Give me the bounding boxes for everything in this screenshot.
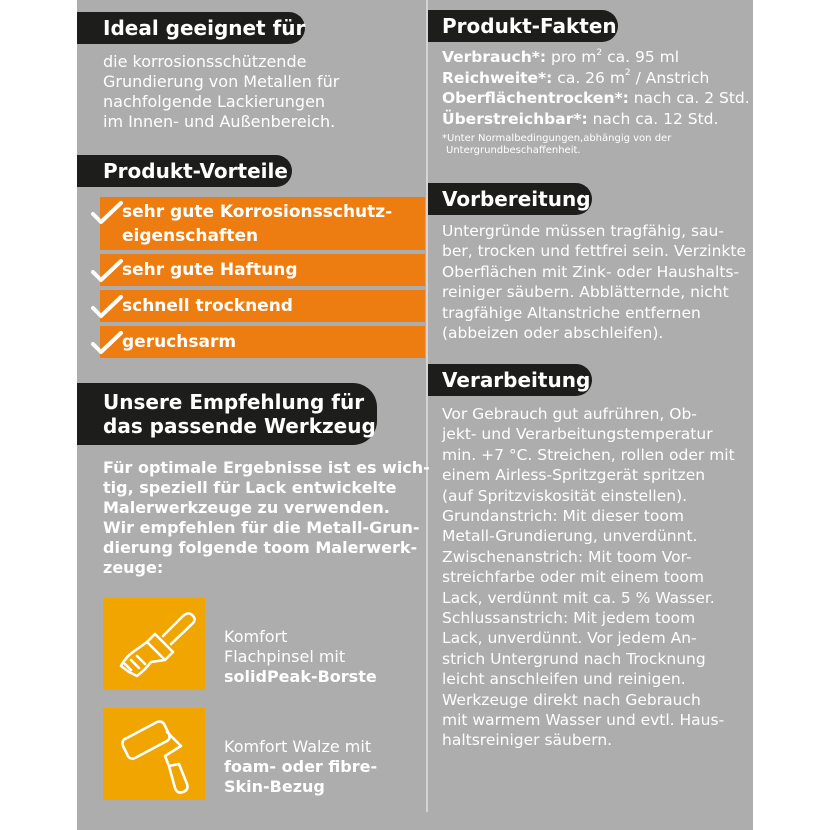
fact-verbrauch	[442, 47, 750, 68]
facts-footnote	[442, 133, 671, 157]
roller-tile	[103, 708, 205, 800]
processing-line: strich Untergrund nach Trocknung	[442, 649, 706, 668]
fact-value: nach ca. 12 Std.	[592, 109, 719, 128]
fact-value: pro m	[551, 48, 597, 66]
fact-reichweite	[442, 68, 750, 89]
preparation-line: ber, trocken und fettfrei sein. Verzinkte	[442, 242, 747, 261]
footnote-line: *Unter Normalbedingungen,abhängig von der	[442, 133, 672, 144]
ideal-line-1: die korrosionsschützende	[103, 52, 307, 71]
fact-value: nach ca. 2 Std.	[633, 89, 750, 107]
preparation-line: (abbeizen oder abschleifen).	[442, 324, 664, 342]
advantage-text: sehr gute Haftung	[122, 260, 298, 280]
roller-text-bold-1	[224, 757, 377, 777]
recommendation-header	[77, 383, 377, 445]
roller-text-bold-2	[224, 777, 325, 797]
check-icon	[90, 330, 124, 358]
paint-roller-icon	[103, 708, 205, 800]
roller-cover-name: foam- oder fibre-	[224, 757, 378, 776]
fact-label: Reichweite*:	[442, 68, 553, 87]
fact-label: Überstreichbar*:	[442, 109, 588, 128]
recommendation-line-5: dierung folgende toom Malerwerk-	[103, 538, 418, 557]
brush-bristle-name: solidPeak-Borste	[224, 667, 377, 686]
recommendation-line-4: Wir empfehlen für die Metall-Grun-	[103, 518, 420, 537]
preparation-header: Vorbereitung	[428, 183, 592, 215]
preparation-line: reiniger säubern. Abblätternde, nicht	[442, 283, 729, 302]
fact-value: / Anstrich	[635, 68, 710, 87]
processing-line: leicht anschleifen und reinigen.	[442, 670, 686, 689]
ideal-header: Ideal geeignet für	[77, 12, 305, 44]
brush-tile	[103, 598, 205, 690]
recommendation-title-line: Unsere Empfehlung für	[103, 390, 365, 414]
recommendation-line-3: Malerwerkzeuge zu verwenden.	[103, 498, 390, 517]
preparation-line: Untergründe müssen tragfähig, sau-	[442, 222, 724, 240]
processing-line: min. +7 °C. Streichen, rollen oder mit	[442, 445, 735, 464]
preparation-line: tragfähige Altanstriche entfernen	[442, 303, 701, 322]
check-icon	[90, 258, 124, 286]
advantages-header: Produkt-Vorteile	[77, 155, 292, 187]
roller-cover-name: Skin-Bezug	[224, 777, 325, 796]
facts-header: Produkt-Fakten	[428, 10, 618, 42]
fact-sup: 2	[596, 47, 603, 58]
advantage-item	[100, 290, 425, 322]
processing-header: Verarbeitung	[428, 364, 592, 396]
fact-sup: 2	[624, 68, 631, 79]
processing-line: streichfarbe oder mit einem toom	[442, 568, 704, 587]
fact-label: Oberflächentrocken*:	[442, 89, 629, 107]
column-divider	[426, 0, 428, 812]
processing-line: jekt- und Verarbeitungstemperatur	[442, 425, 713, 444]
fact-label: Verbrauch*:	[442, 48, 547, 66]
processing-line: Werkzeuge direkt nach Gebrauch	[442, 690, 701, 709]
footnote-line: Untergrundbeschaffenheit.	[446, 145, 581, 156]
recommendation-title-line: das passende Werkzeug	[103, 414, 376, 438]
processing-line: Zwischenanstrich: Mit toom Vor-	[442, 547, 692, 566]
recommendation-line-2: tig, speziell für Lack entwickelte	[103, 478, 397, 497]
fact-ueberstreichbar	[442, 109, 750, 130]
roller-text-1: Komfort Walze mit	[224, 737, 372, 756]
processing-line: haltsreiniger säubern.	[442, 731, 613, 750]
advantage-text: geruchsarm	[122, 332, 237, 352]
processing-line: (auf Spritzviskosität einstellen).	[442, 486, 688, 505]
check-icon	[90, 294, 124, 322]
processing-line: mit warmem Wasser und evtl. Haus-	[442, 711, 725, 729]
processing-line: Vor Gebrauch gut aufrühren, Ob-	[442, 405, 697, 423]
processing-line: Schlussanstrich: Mit jedem toom	[442, 609, 696, 627]
advantage-item	[100, 254, 425, 286]
facts-list	[442, 47, 750, 129]
advantage-text: sehr gute Korrosionsschutz-	[122, 202, 393, 222]
advantage-text: eigenschaften	[122, 226, 259, 246]
processing-line: Metall-Grundierung, unverdünnt.	[442, 527, 698, 546]
processing-line: Lack, unverdünnt. Vor jedem An-	[442, 629, 697, 648]
paintbrush-icon	[103, 598, 205, 690]
advantage-item	[100, 326, 425, 358]
brush-text-1: Komfort	[224, 627, 288, 646]
fact-value: ca. 95 ml	[607, 48, 680, 66]
ideal-line-4: im Innen- und Außenbereich.	[103, 112, 336, 131]
recommendation-line-1: Für optimale Ergebnisse ist es wich-	[103, 458, 430, 477]
processing-line: einem Airless-Spritzgerät spritzen	[442, 466, 706, 485]
processing-line: Lack, verdünnt mit ca. 5 % Wasser.	[442, 588, 715, 607]
ideal-line-2: Grundierung von Metallen für	[103, 72, 340, 91]
check-icon	[90, 200, 124, 228]
advantage-item	[100, 197, 425, 250]
preparation-line: Oberflächen mit Zink- oder Haushalts-	[442, 262, 740, 281]
brush-text-bold	[224, 667, 377, 687]
ideal-line-3: nachfolgende Lackierungen	[103, 92, 326, 111]
recommendation-line-6: zeuge:	[103, 558, 164, 577]
fact-trocken	[442, 88, 750, 109]
processing-line: Grundanstrich: Mit dieser toom	[442, 507, 684, 525]
advantage-text: schnell trocknend	[122, 296, 293, 316]
brush-text-2: Flachpinsel mit	[224, 647, 346, 666]
fact-value: ca. 26 m	[557, 68, 625, 87]
